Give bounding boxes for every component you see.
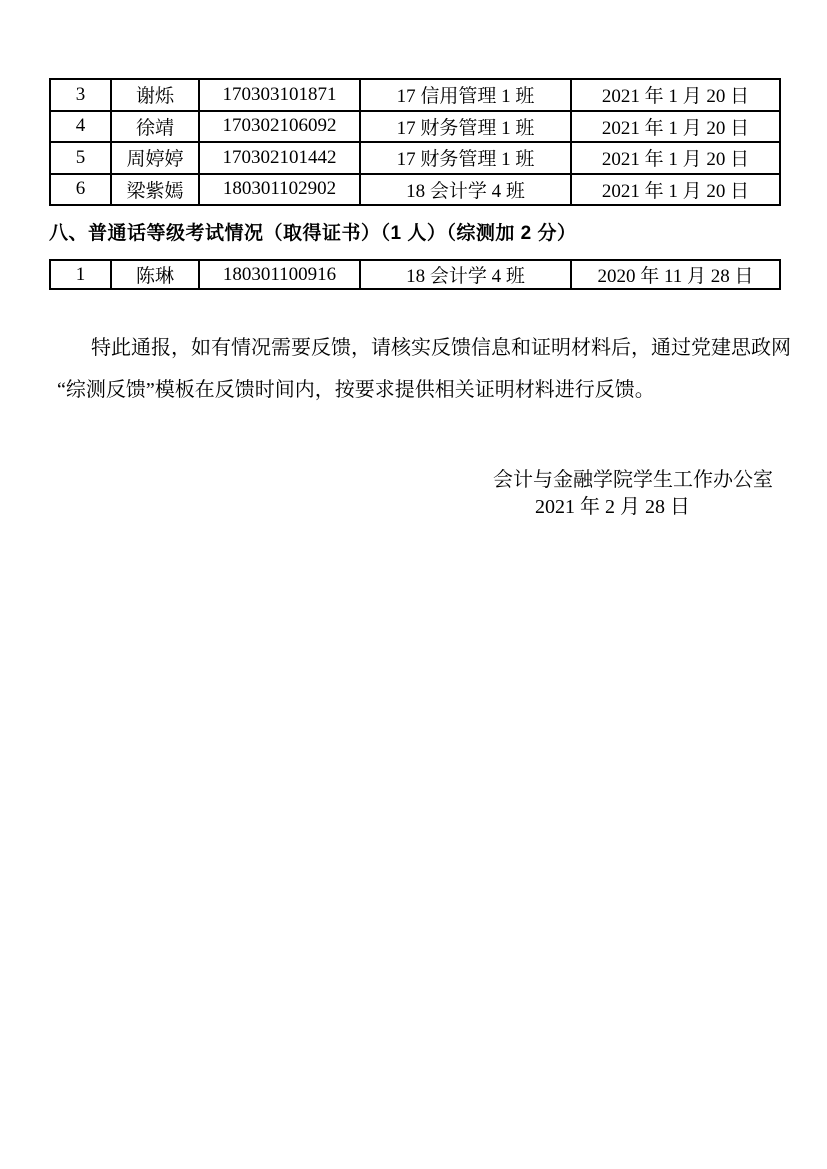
cell-student-id: 180301102902 (199, 174, 360, 206)
cell-no: 4 (50, 111, 111, 143)
table-row (50, 79, 780, 111)
cell-student-id: 170302106092 (199, 111, 360, 143)
cell-no: 5 (50, 142, 111, 174)
cell-class: 17 财务管理 1 班 (360, 142, 571, 174)
signature-date: 2021 年 2 月 28 日 (535, 496, 690, 518)
cell-name: 徐靖 (111, 111, 199, 143)
notice-paragraph-line: 特此通报，如有情况需要反馈，请核实反馈信息和证明材料后，通过党建思政网 (91, 337, 791, 359)
notice-paragraph (57, 327, 791, 411)
table-row (50, 174, 780, 206)
cell-no: 3 (50, 79, 111, 111)
student-records-table (49, 78, 781, 206)
cell-no: 6 (50, 174, 111, 206)
cell-name: 陈琳 (111, 260, 199, 289)
cell-student-id: 180301100916 (199, 260, 360, 289)
cell-name: 梁紫嫣 (111, 174, 199, 206)
cell-class: 18 会计学 4 班 (360, 260, 571, 289)
cell-student-id: 170303101871 (199, 79, 360, 111)
notice-paragraph-line: “综测反馈”模板在反馈时间内，按要求提供相关证明材料进行反馈。 (57, 379, 655, 401)
table-row (50, 260, 780, 289)
cell-date: 2021 年 1 月 20 日 (571, 142, 780, 174)
putonghua-exam-table (49, 259, 781, 290)
cell-name: 周婷婷 (111, 142, 199, 174)
cell-student-id: 170302101442 (199, 142, 360, 174)
table-row (50, 111, 780, 143)
cell-name: 谢烁 (111, 79, 199, 111)
cell-class: 17 信用管理 1 班 (360, 79, 571, 111)
cell-date: 2021 年 1 月 20 日 (571, 174, 780, 206)
table-row (50, 142, 780, 174)
cell-date: 2021 年 1 月 20 日 (571, 111, 780, 143)
cell-class: 18 会计学 4 班 (360, 174, 571, 206)
cell-date: 2020 年 11 月 28 日 (571, 260, 780, 289)
cell-date: 2021 年 1 月 20 日 (571, 79, 780, 111)
section-8-heading: 八、普通话等级考试情况（取得证书）（1 人）（综测加 2 分） (49, 223, 577, 244)
cell-no: 1 (50, 260, 111, 289)
signature-office: 会计与金融学院学生工作办公室 (493, 469, 773, 491)
cell-class: 17 财务管理 1 班 (360, 111, 571, 143)
